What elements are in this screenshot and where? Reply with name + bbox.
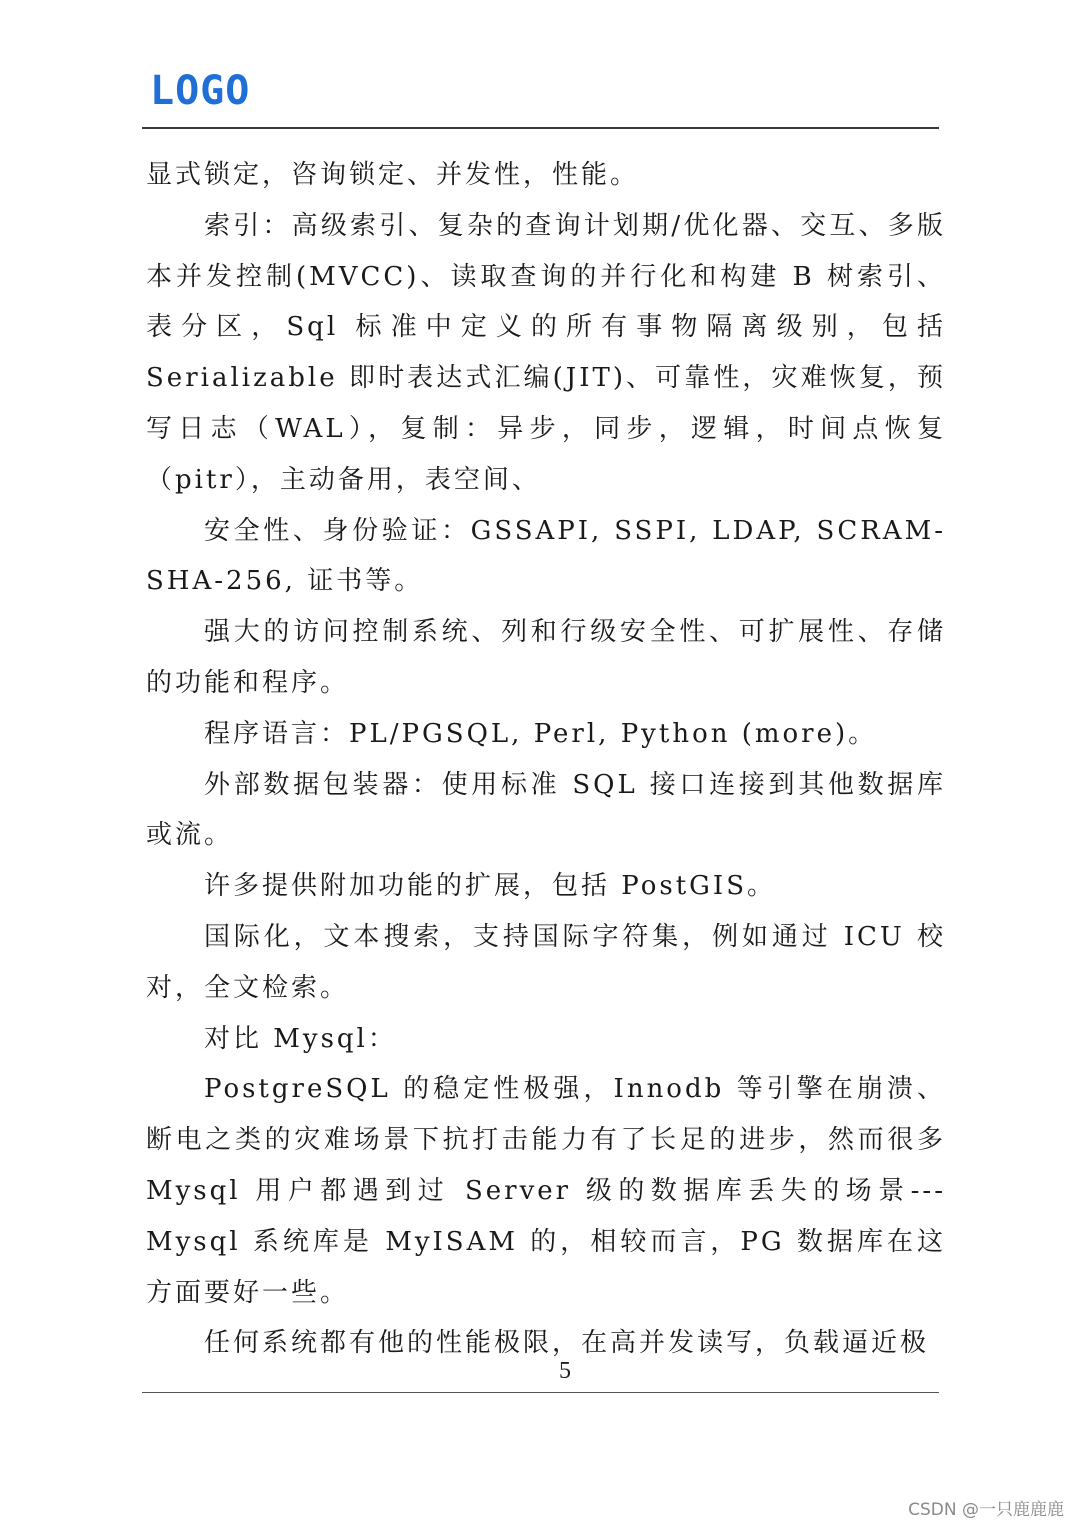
paragraph: 许多提供附加功能的扩展，包括 PostGIS。	[204, 871, 777, 902]
logo: LOGO	[150, 68, 251, 114]
watermark: CSDN @一只鹿鹿鹿	[908, 1500, 1064, 1520]
paragraph: 索引：高级索引、复杂的查询计划期/优化器、交互、多版本并发控制(MVCC)、读取查询的并行化和构建 B 树索引、表分区，Sql 标准中定义的所有事物隔离级别，包括 Serializable 即时表达式汇编(JIT)、可靠性，灾难恢复，预写日志（WAL），复制：异步，同步，逻辑，时间点恢复（pitr），主动备用，表空间、	[146, 210, 946, 495]
paragraph: 程序语言：PL/PGSQL, Perl, Python (more)。	[204, 718, 878, 749]
footer-rule	[142, 1392, 939, 1393]
paragraph: 对比 Mysql：	[204, 1023, 397, 1054]
page-number: 5	[559, 1358, 571, 1384]
paragraph: 国际化，文本搜索，支持国际字符集，例如通过 ICU 校对，全文检索。	[146, 921, 946, 1003]
document-body	[146, 150, 946, 1369]
paragraph: 安全性、身份验证：GSSAPI, SSPI, LDAP, SCRAM-SHA-256, 证书等。	[146, 515, 946, 597]
paragraph: 外部数据包装器：使用标准 SQL 接口连接到其他数据库或流。	[146, 769, 946, 851]
paragraph: 强大的访问控制系统、列和行级安全性、可扩展性、存储的功能和程序。	[146, 617, 946, 698]
header-rule	[142, 127, 939, 129]
paragraph: PostgreSQL 的稳定性极强，Innodb 等引擎在崩溃、断电之类的灾难场景下抗打击能力有了长足的进步，然而很多 Mysql 用户都遇到过 Server 级的数据库丢失的场景---Mysql 系统库是 MyISAM 的，相较而言，PG 数据库在这方面要好一些。	[146, 1074, 946, 1308]
paragraph: 显式锁定，咨询锁定、并发性，性能。	[146, 160, 640, 190]
paragraph: 任何系统都有他的性能极限，在高并发读写，负载逼近极	[204, 1328, 930, 1359]
